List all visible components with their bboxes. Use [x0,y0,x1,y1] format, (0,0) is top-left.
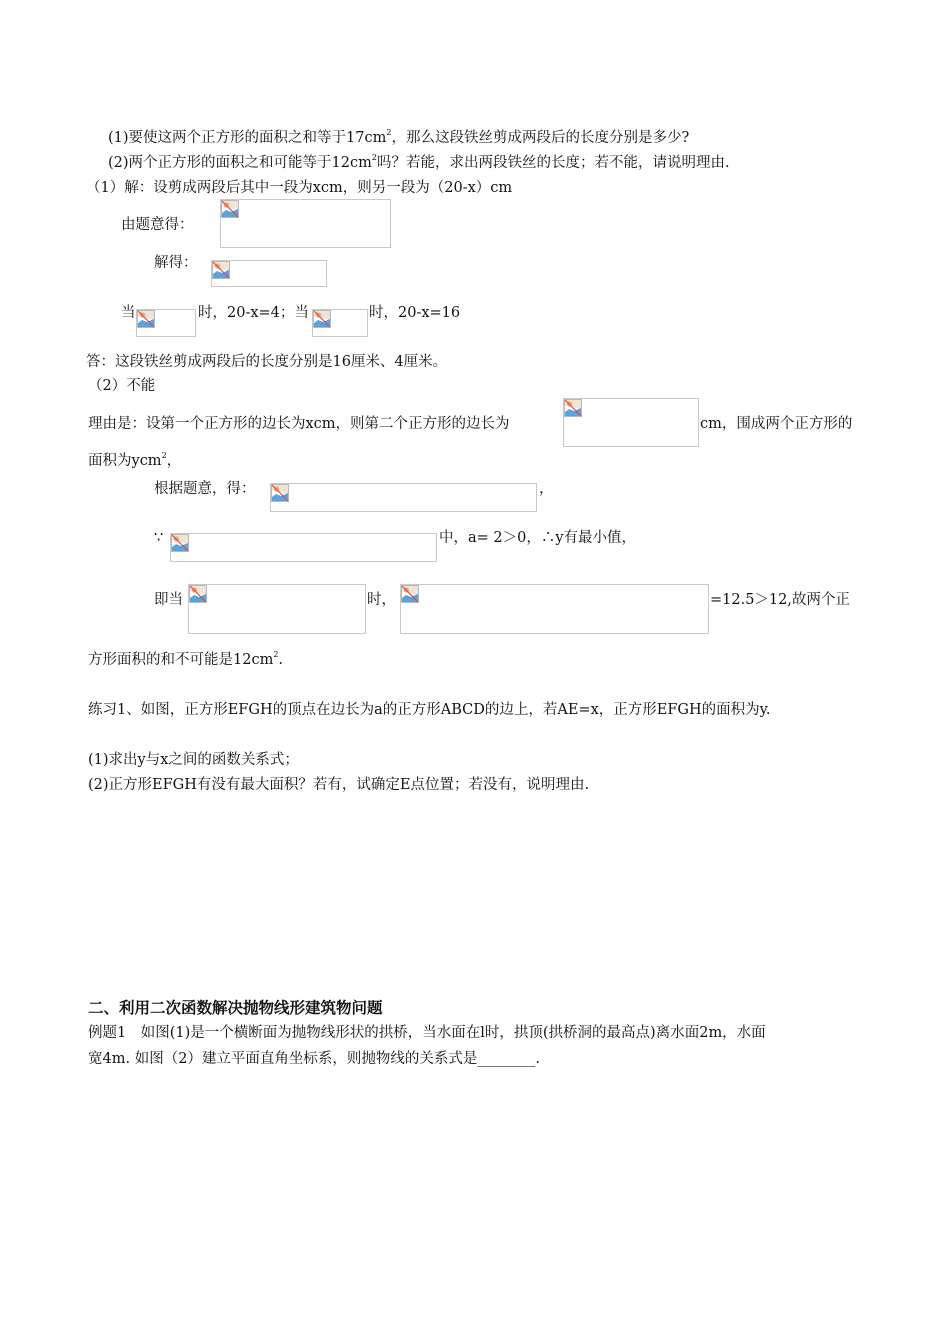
question-2: (2)两个正方形的面积之和可能等于$12cm^2$吗？若能，求出两段铁丝的长度；若不能，请说明理由. [108,153,730,171]
broken-image-icon [171,534,189,552]
solution-2-intro: （2）不能 [88,378,156,394]
broken-image-icon [189,585,207,603]
broken-image-icon [137,310,155,328]
answer-text: 答：这段铁丝剪成两段后的长度分别是16厘米、4厘米。 [86,354,448,370]
broken-image-icon [313,310,331,328]
broken-image-icon [564,399,582,417]
when-line-start: 当 [121,305,136,321]
vertex-form-image [170,533,437,562]
equation-image [220,199,391,248]
exercise-1-q2: (2)正方形EFGH有没有最大面积？若有，试确定E点位置；若没有，说明理由. [88,777,590,793]
broken-image-icon [212,261,230,279]
reason-text: 理由是：设第一个正方形的边长为xcm，则第二个正方形的边长为 [88,416,510,432]
ie-end: =12.5＞12,故两个正 [710,592,850,608]
ie-middle: 时， [367,592,396,608]
because-symbol: ∵ [154,530,164,546]
example-1-line-1: 例题1 如图(1)是一个横断面为抛物线形状的拱桥，当水面在l时，拱顶(拱桥洞的最高点)离水面2m，水面 [88,1025,766,1041]
by-problem-label: 由题意得： [121,217,194,233]
broken-image-icon [271,484,289,502]
solve-label: 解得： [154,255,198,271]
x-value-image-2 [312,309,368,337]
because-tail: 中，a= 2＞0，∴y有最小值， [439,530,637,546]
x-value-image-1 [136,309,196,337]
min-x-image [188,584,366,634]
reason-tail: cm，围成两个正方形的 [700,416,853,432]
question-1: (1)要使这两个正方形的面积之和等于$17cm^2$，那么这段铁丝剪成两段后的长度分别是多少? [108,128,690,146]
exercise-1: 练习1、如图，正方形EFGH的顶点在边长为a的正方形ABCD的边上，若AE=x，正方形EFGH的面积为y. [88,702,771,718]
min-y-image [400,584,709,634]
when-line-end: 时，20-x=16 [369,305,461,321]
broken-image-icon [221,200,239,218]
side-length-image [563,398,699,447]
per-problem-tail: ， [539,481,554,497]
function-image [270,483,537,512]
conclusion-text: 方形面积的和不可能是$12cm^2$. [88,650,284,668]
broken-image-icon [401,585,419,603]
section-2-heading: 二、利用二次函数解决抛物线形建筑物问题 [88,998,383,1017]
per-problem-label: 根据题意，得： [154,481,256,497]
solution-1-intro: （1）解：设剪成两段后其中一段为xcm，则另一段为（20-x）cm [86,180,513,196]
ie-start: 即当 [154,592,183,608]
when-line-middle: 时，20-x=4；当 [198,305,309,321]
solution-image [211,260,327,287]
area-line: 面积为ycm$^2$， [88,451,182,469]
example-1-line-2: 宽4m. 如图（2）建立平面直角坐标系，则抛物线的关系式是________. [88,1051,541,1067]
exercise-1-q1: (1)求出y与x之间的函数关系式； [88,752,299,768]
